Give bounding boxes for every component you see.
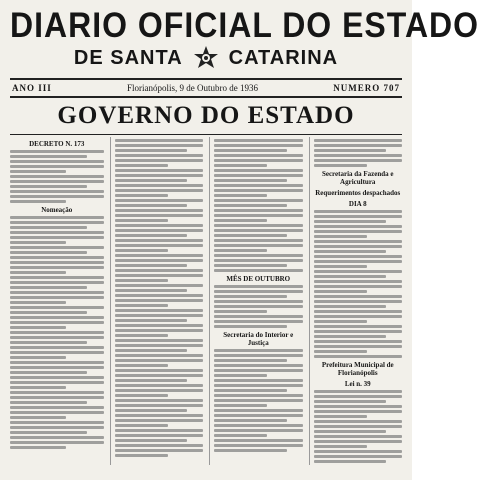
text-line (10, 185, 87, 188)
text-line (10, 426, 104, 429)
text-line (10, 266, 104, 269)
text-line (314, 245, 403, 248)
text-line (314, 164, 367, 167)
text-line (214, 374, 267, 377)
text-line (214, 354, 303, 357)
text-line (10, 301, 66, 304)
text-line (10, 190, 104, 193)
state-name-right: CATARINA (228, 46, 339, 69)
text-line (314, 300, 403, 303)
text-line (10, 441, 104, 444)
text-line (10, 241, 66, 244)
text-line (314, 159, 403, 162)
text-line (10, 236, 104, 239)
text-line (314, 425, 403, 428)
text-line (314, 149, 387, 152)
text-line (10, 351, 104, 354)
text-line (10, 316, 104, 319)
text-line (314, 460, 387, 463)
text-line (10, 346, 104, 349)
text-line (214, 199, 303, 202)
text-line (314, 270, 403, 273)
text-line (10, 296, 104, 299)
state-line (10, 44, 402, 72)
text-line (214, 189, 303, 192)
text-line (115, 319, 188, 322)
text-line (214, 320, 303, 323)
text-line (214, 259, 303, 262)
text-line (314, 455, 403, 458)
text-line (214, 244, 303, 247)
text-line (10, 411, 104, 414)
text-line (314, 340, 403, 343)
state-crest-icon (193, 45, 219, 71)
text-line (10, 155, 87, 158)
text-line (314, 415, 367, 418)
text-line (115, 289, 188, 292)
text-line (214, 305, 303, 308)
text-line (214, 159, 303, 162)
text-line (115, 324, 204, 327)
text-line (214, 414, 303, 417)
text-line (10, 326, 66, 329)
text-line (214, 219, 267, 222)
text-line (10, 256, 104, 259)
text-line (314, 315, 403, 318)
text-line (314, 154, 403, 157)
text-line (314, 410, 403, 413)
text-line (115, 269, 204, 272)
text-line (314, 335, 387, 338)
text-line (214, 300, 303, 303)
text-line (214, 295, 287, 298)
text-line (115, 184, 204, 187)
text-line (214, 214, 303, 217)
text-line (214, 269, 303, 272)
text-line (10, 436, 104, 439)
column-2 (110, 137, 204, 465)
text-line (214, 184, 303, 187)
text-line (214, 139, 303, 142)
text-line (115, 389, 204, 392)
text-line (314, 230, 403, 233)
lei-heading: Lei n. 39 (344, 380, 371, 388)
text-line (115, 279, 168, 282)
text-line (214, 384, 303, 387)
text-line (10, 261, 104, 264)
text-line (10, 195, 104, 198)
text-line (115, 199, 204, 202)
text-line (115, 239, 204, 242)
text-line (214, 409, 303, 412)
decree-heading: DECRETO N. 173 (29, 140, 85, 148)
text-line (10, 431, 87, 434)
text-line (214, 194, 267, 197)
secretaria-fazenda-heading: Secretaria da Fazenda e Agricultura (321, 170, 394, 186)
text-line (115, 334, 168, 337)
text-line (314, 144, 403, 147)
text-line (214, 315, 303, 318)
text-line (214, 379, 303, 382)
text-line (214, 325, 287, 328)
text-line (115, 409, 188, 412)
text-line (214, 434, 267, 437)
text-line (214, 444, 303, 447)
prefeitura-heading: Prefeitura Municipal de Florianópolis (321, 361, 394, 377)
text-line (115, 259, 204, 262)
text-line (214, 399, 303, 402)
text-line (115, 329, 204, 332)
text-line (314, 440, 403, 443)
text-line (214, 164, 267, 167)
text-line (115, 159, 204, 162)
text-line (115, 304, 168, 307)
text-line (10, 376, 104, 379)
article-columns (10, 137, 402, 463)
text-line (314, 325, 403, 328)
text-line (115, 249, 168, 252)
text-line (314, 310, 403, 313)
text-line (314, 305, 387, 308)
text-line (314, 295, 403, 298)
text-line (214, 229, 303, 232)
text-line (214, 174, 303, 177)
text-line (115, 274, 204, 277)
text-line (10, 165, 104, 168)
text-line (10, 386, 66, 389)
text-line (314, 255, 403, 258)
text-line (10, 356, 66, 359)
text-line (214, 254, 303, 257)
text-line (115, 419, 204, 422)
text-line (115, 169, 204, 172)
text-line (214, 264, 287, 267)
text-line (10, 331, 104, 334)
text-line (115, 314, 204, 317)
text-line (214, 394, 303, 397)
text-line (10, 231, 104, 234)
text-line (115, 219, 168, 222)
text-line (115, 424, 168, 427)
text-line (10, 311, 87, 314)
nomination-heading: Nomeação (41, 206, 73, 214)
text-line (115, 194, 168, 197)
text-line (115, 264, 188, 267)
text-line (115, 354, 204, 357)
text-line (10, 175, 104, 178)
text-line (314, 260, 403, 263)
text-line (314, 330, 403, 333)
text-line (314, 280, 403, 283)
text-line (10, 446, 66, 449)
text-line (314, 450, 403, 453)
text-line (214, 224, 303, 227)
text-line (115, 139, 204, 142)
text-line (10, 180, 104, 183)
text-line (314, 285, 403, 288)
text-line (214, 449, 287, 452)
text-line (10, 421, 104, 424)
text-line (314, 435, 403, 438)
text-line (10, 291, 104, 294)
dia-8-heading: DIA 8 (348, 200, 367, 208)
text-line (10, 226, 87, 229)
text-line (314, 290, 367, 293)
bottom-rule (10, 96, 402, 98)
text-line (314, 220, 387, 223)
text-line (10, 416, 66, 419)
text-line (10, 391, 104, 394)
text-line (10, 221, 104, 224)
text-line (10, 406, 104, 409)
text-line (115, 154, 204, 157)
text-line (214, 149, 287, 152)
text-line (10, 150, 104, 153)
text-line (314, 395, 403, 398)
text-line (10, 246, 104, 249)
text-line (214, 439, 303, 442)
text-line (115, 164, 168, 167)
text-line (314, 275, 387, 278)
text-line (115, 344, 204, 347)
text-line (10, 170, 66, 173)
text-line (214, 349, 303, 352)
text-line (214, 369, 303, 372)
text-line (115, 309, 204, 312)
section-rule (10, 134, 402, 135)
issue-number: NUMERO 707 (333, 83, 400, 93)
text-line (115, 189, 204, 192)
section-title: GOVERNO DO ESTADO (57, 102, 355, 129)
text-line (214, 144, 303, 147)
text-line (214, 179, 287, 182)
text-line (314, 210, 403, 213)
text-line (115, 299, 204, 302)
text-line (314, 265, 367, 268)
issue-year: ANO III (12, 83, 52, 93)
text-line (214, 234, 287, 237)
text-line (115, 229, 204, 232)
text-line (115, 214, 204, 217)
text-line (314, 445, 367, 448)
text-line (10, 200, 66, 203)
text-line (314, 420, 403, 423)
text-line (115, 399, 204, 402)
text-line (314, 430, 387, 433)
text-line (115, 374, 204, 377)
text-line (10, 321, 104, 324)
text-line (115, 149, 188, 152)
text-line (115, 209, 204, 212)
text-line (214, 169, 303, 172)
text-line (10, 160, 104, 163)
text-line (115, 434, 204, 437)
text-line (214, 389, 287, 392)
text-line (314, 240, 403, 243)
column-3 (209, 137, 303, 465)
text-line (214, 154, 303, 157)
text-line (214, 424, 303, 427)
text-line (314, 355, 403, 358)
masthead (10, 5, 479, 72)
text-line (115, 439, 188, 442)
text-line (115, 404, 204, 407)
text-line (10, 371, 87, 374)
text-line (214, 404, 267, 407)
text-line (10, 281, 104, 284)
text-line (314, 139, 403, 142)
issue-place-date: Florianópolis, 9 de Outubro de 1936 (127, 83, 258, 93)
top-rule (10, 78, 402, 80)
column-4 (309, 137, 403, 465)
text-line (10, 361, 104, 364)
text-line (115, 369, 204, 372)
text-line (115, 454, 168, 457)
text-line (314, 400, 387, 403)
text-line (214, 249, 267, 252)
secretaria-justica-heading: Secretaria do Interior e Justiça (223, 331, 294, 347)
text-line (214, 364, 303, 367)
text-line (115, 244, 204, 247)
dateline (10, 82, 402, 94)
text-line (214, 239, 303, 242)
text-line (115, 204, 188, 207)
text-line (115, 394, 168, 397)
text-line (115, 284, 204, 287)
text-line (115, 359, 204, 362)
text-line (115, 339, 204, 342)
text-line (314, 345, 403, 348)
text-line (10, 276, 104, 279)
text-line (10, 381, 104, 384)
text-line (10, 401, 87, 404)
text-line (115, 254, 204, 257)
text-line (10, 341, 87, 344)
text-line (314, 390, 403, 393)
text-line (314, 225, 403, 228)
text-line (214, 290, 303, 293)
text-line (214, 204, 287, 207)
text-line (214, 429, 303, 432)
text-line (115, 429, 204, 432)
text-line (115, 444, 204, 447)
meses-outubro-heading: MÊS DE OUTUBRO (226, 275, 291, 283)
text-line (314, 405, 403, 408)
text-line (214, 359, 287, 362)
state-name-left: DE SANTA (73, 46, 183, 69)
text-line (10, 336, 104, 339)
text-line (115, 384, 204, 387)
text-line (115, 449, 204, 452)
text-line (10, 286, 87, 289)
text-line (115, 414, 204, 417)
text-line (115, 294, 204, 297)
text-line (10, 271, 66, 274)
text-line (115, 349, 188, 352)
text-line (214, 285, 303, 288)
column-1 (10, 137, 104, 465)
text-line (115, 224, 204, 227)
text-line (314, 215, 403, 218)
text-line (115, 234, 188, 237)
text-line (10, 366, 104, 369)
text-line (10, 251, 87, 254)
text-line (214, 209, 303, 212)
text-line (115, 179, 188, 182)
text-line (115, 174, 204, 177)
text-line (314, 350, 367, 353)
text-line (214, 310, 267, 313)
text-line (10, 396, 104, 399)
text-line (115, 364, 168, 367)
text-line (214, 419, 287, 422)
text-line (314, 235, 367, 238)
text-line (115, 144, 204, 147)
text-line (115, 379, 188, 382)
paper-title: DIARIO OFICIAL DO ESTADO (10, 5, 479, 45)
text-line (10, 306, 104, 309)
text-line (314, 250, 387, 253)
text-line (10, 216, 104, 219)
text-line (314, 320, 367, 323)
despachos-heading: Requerimentos despachados (315, 189, 401, 197)
